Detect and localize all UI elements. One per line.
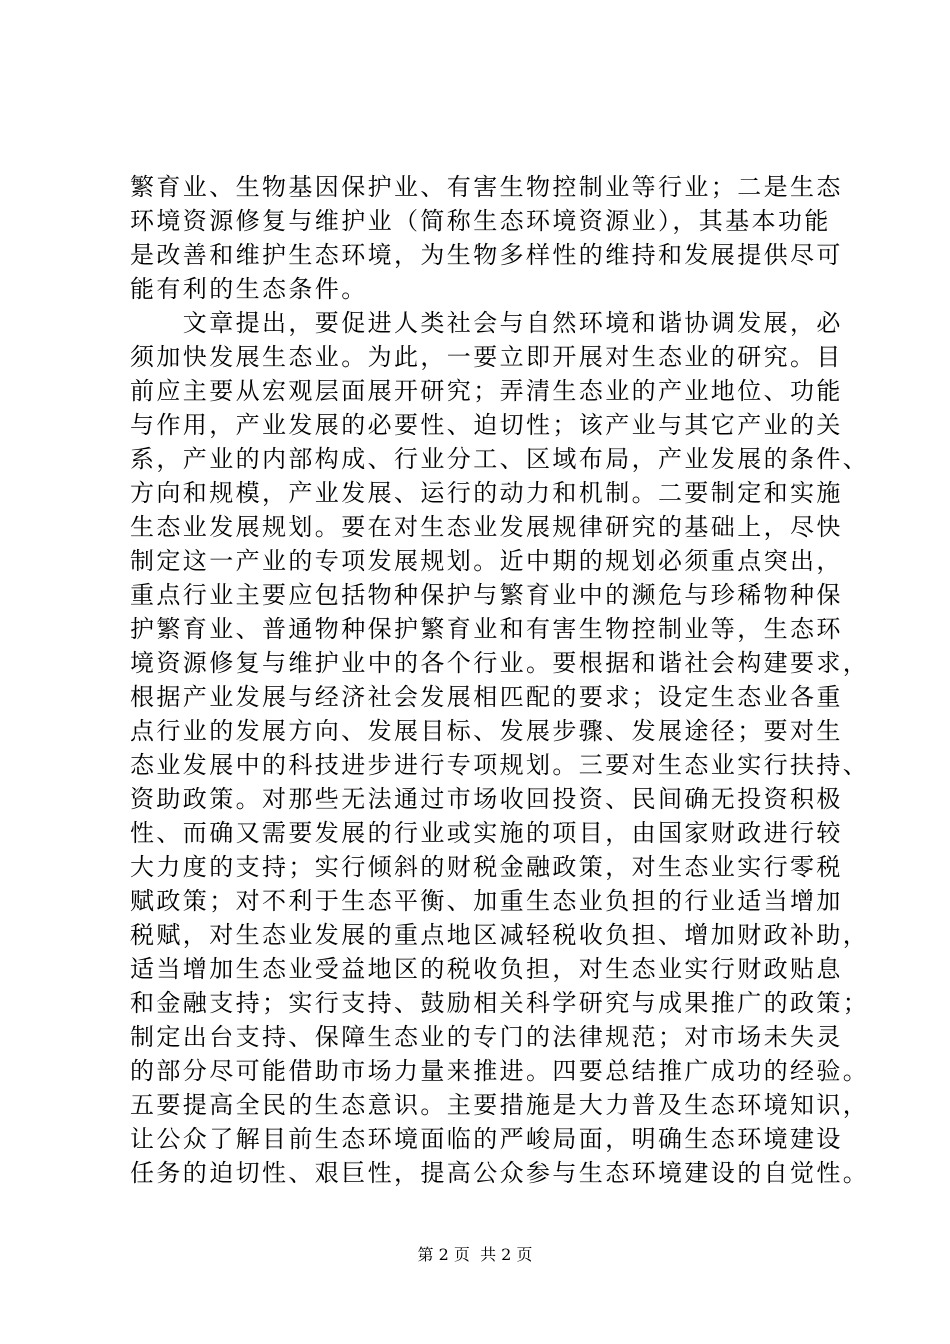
text-line: 的部分尽可能借助市场力量来推进。四要总结推广成功的经验。 [130,1057,870,1085]
text-line: 护繁育业、普通物种保护繁育业和有害生物控制业等，生态环 [130,615,843,643]
text-line: 性、而确又需要发展的行业或实施的项目，由国家财政进行较 [130,819,843,847]
text-line: 税赋，对生态业发展的重点地区减轻税收负担、增加财政补助， [130,921,870,949]
text-line: 境资源修复与维护业中的各个行业。要根据和谐社会构建要求， [130,649,870,677]
text-line: 生态业发展规划。要在对生态业发展规律研究的基础上，尽快 [130,513,843,541]
text-line: 点行业的发展方向、发展目标、发展步骤、发展途径；要对生 [130,717,843,745]
text-line: 任务的迫切性、艰巨性，提高公众参与生态环境建设的自觉性。 [130,1159,870,1187]
text-line: 繁育业、生物基因保护业、有害生物控制业等行业；二是生态 [130,173,843,201]
page-number-label: 第 2 页 共 2 页 [417,1245,533,1264]
text-line: 是改善和维护生态环境，为生物多样性的维持和发展提供尽可 [130,241,843,269]
text-line: 和金融支持；实行支持、鼓励相关科学研究与成果推广的政策； [130,989,870,1017]
text-line: 须加快发展生态业。为此，一要立即开展对生态业的研究。目 [130,343,843,371]
text-line: 文章提出，要促进人类社会与自然环境和谐协调发展，必 [130,309,843,337]
body-text [130,170,870,1190]
text-line: 前应主要从宏观层面展开研究；弄清生态业的产业地位、功能 [130,377,843,405]
text-line: 让公众了解目前生态环境面临的严峻局面，明确生态环境建设 [130,1125,843,1153]
text-line: 赋政策；对不利于生态平衡、加重生态业负担的行业适当增加 [130,887,843,915]
text-line: 能有利的生态条件。 [130,275,368,303]
text-line: 资助政策。对那些无法通过市场收回投资、民间确无投资积极 [130,785,843,813]
text-line: 环境资源修复与维护业（简称生态环境资源业），其基本功能 [130,207,831,235]
page-footer [0,1244,950,1266]
text-line: 方向和规模，产业发展、运行的动力和机制。二要制定和实施 [130,479,843,507]
text-line: 根据产业发展与经济社会发展相匹配的要求；设定生态业各重 [130,683,843,711]
text-line: 五要提高全民的生态意识。主要措施是大力普及生态环境知识， [130,1091,870,1119]
text-line: 重点行业主要应包括物种保护与繁育业中的濒危与珍稀物种保 [130,581,843,609]
text-line: 适当增加生态业受益地区的税收负担，对生态业实行财政贴息 [130,955,843,983]
text-line: 与作用，产业发展的必要性、迫切性；该产业与其它产业的关 [130,411,843,439]
text-line: 制定这一产业的专项发展规划。近中期的规划必须重点突出， [130,547,843,575]
text-line: 系，产业的内部构成、行业分工、区域布局，产业发展的条件、 [130,445,870,473]
text-line: 制定出台支持、保障生态业的专门的法律规范；对市场未失灵 [130,1023,843,1051]
text-line: 大力度的支持；实行倾斜的财税金融政策，对生态业实行零税 [130,853,843,881]
text-line: 态业发展中的科技进步进行专项规划。三要对生态业实行扶持、 [130,751,870,779]
